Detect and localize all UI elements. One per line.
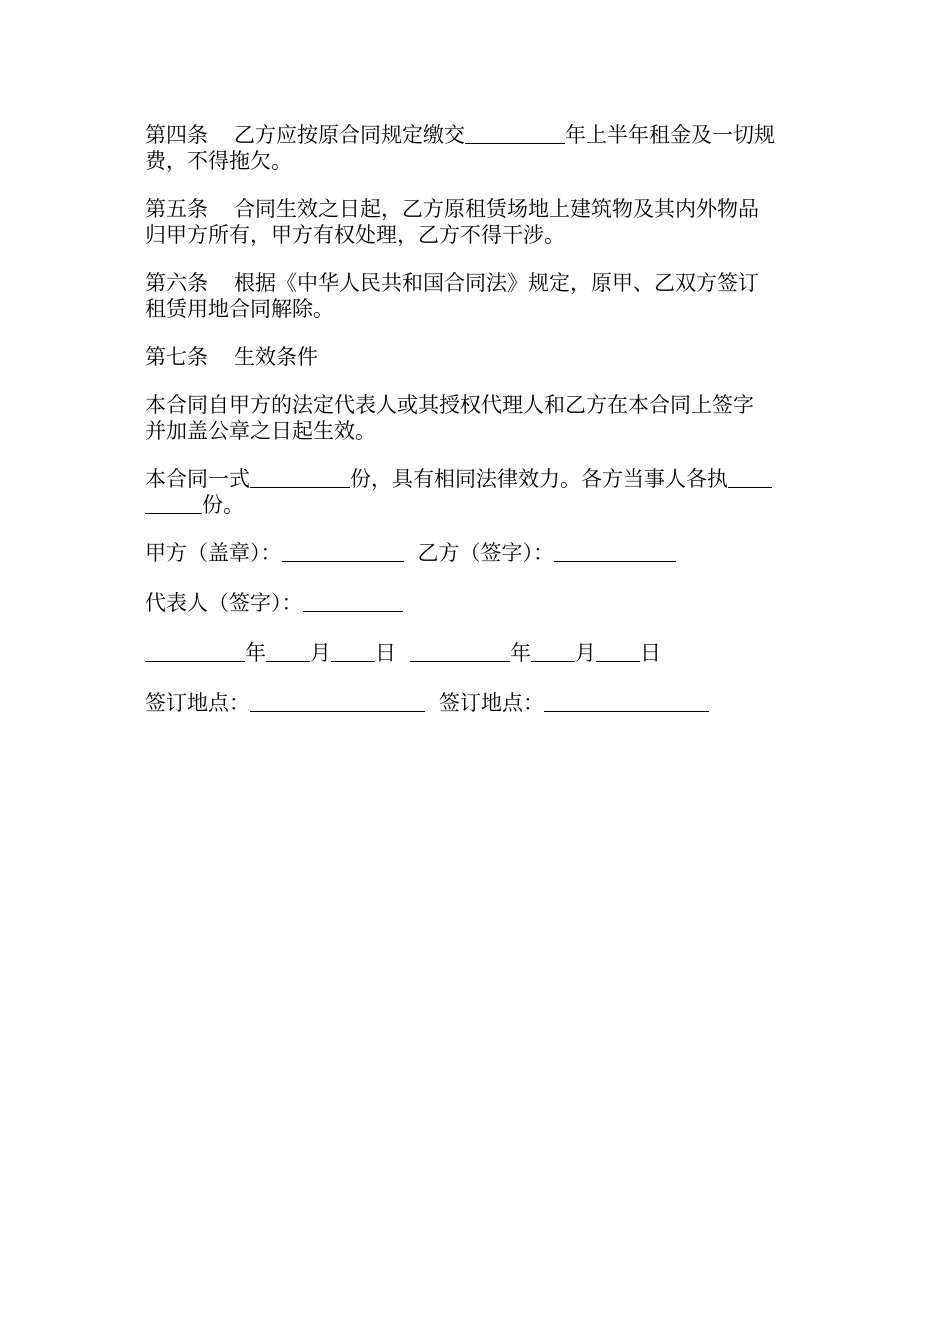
day-label-b: 日 [640,641,661,665]
each-party-copies-blank-part2[interactable] [145,493,202,514]
date-row [145,640,810,666]
copies-clause [145,466,810,518]
party-b-sign-blank[interactable] [554,541,676,562]
article-6-text-a: 根据《中华人民共和国合同法》规定，原甲、乙双方签订 [234,271,759,295]
article-4-number: 第四条 [145,123,208,147]
place-label-a: 签订地点： [145,691,250,715]
copies-text-b: 份，具有相同法律效力。各方当事人各执 [350,467,728,491]
document-body [145,122,810,740]
article-7-title: 生效条件 [234,345,318,369]
party-a-day-blank[interactable] [331,641,375,662]
party-b-label: 乙方（签字）： [417,541,554,565]
copies-count-blank[interactable] [250,467,350,488]
party-a-month-blank[interactable] [266,641,310,662]
party-a-place-blank[interactable] [250,691,425,712]
signing-place-row [145,690,810,716]
party-b-place-blank[interactable] [544,691,709,712]
article-5-text-a: 合同生效之日起，乙方原租赁场地上建筑物及其内外物品 [234,197,759,221]
representative-label: 代表人（签字）： [145,591,303,615]
article-6-text-b: 租赁用地合同解除。 [145,297,334,321]
year-blank[interactable] [465,123,565,144]
article-7 [145,344,810,370]
article-5 [145,196,810,248]
party-b-year-blank[interactable] [410,641,510,662]
party-a-year-blank[interactable] [145,641,245,662]
party-b-day-blank[interactable] [596,641,640,662]
article-6-number: 第六条 [145,271,208,295]
effect-clause-line2: 并加盖公章之日起生效。 [145,419,376,443]
effect-clause-line1: 本合同自甲方的法定代表人或其授权代理人和乙方在本合同上签字 [145,393,754,417]
article-4-text-c: 费，不得拖欠。 [145,149,292,173]
year-label-b: 年 [510,641,531,665]
day-label-a: 日 [375,641,396,665]
place-label-b: 签订地点： [439,691,544,715]
copies-text-c: 份。 [202,493,244,517]
party-a-label: 甲方（盖章）： [145,541,282,565]
month-label-b: 月 [575,641,596,665]
month-label-a: 月 [310,641,331,665]
party-b-month-blank[interactable] [531,641,575,662]
article-5-number: 第五条 [145,197,208,221]
party-signature-row [145,540,810,566]
effect-clause [145,392,810,444]
article-6 [145,270,810,322]
article-4 [145,122,810,174]
article-4-text-b: 年上半年租金及一切规 [565,123,775,147]
article-5-text-b: 归甲方所有，甲方有权处理，乙方不得干涉。 [145,223,565,247]
copies-text-a: 本合同一式 [145,467,250,491]
article-7-number: 第七条 [145,345,208,369]
representative-row [145,590,810,616]
article-4-text-a: 乙方应按原合同规定缴交 [234,123,465,147]
each-party-copies-blank-part1[interactable] [728,467,772,488]
year-label-a: 年 [245,641,266,665]
party-a-seal-blank[interactable] [282,541,404,562]
representative-sign-blank[interactable] [303,591,403,612]
